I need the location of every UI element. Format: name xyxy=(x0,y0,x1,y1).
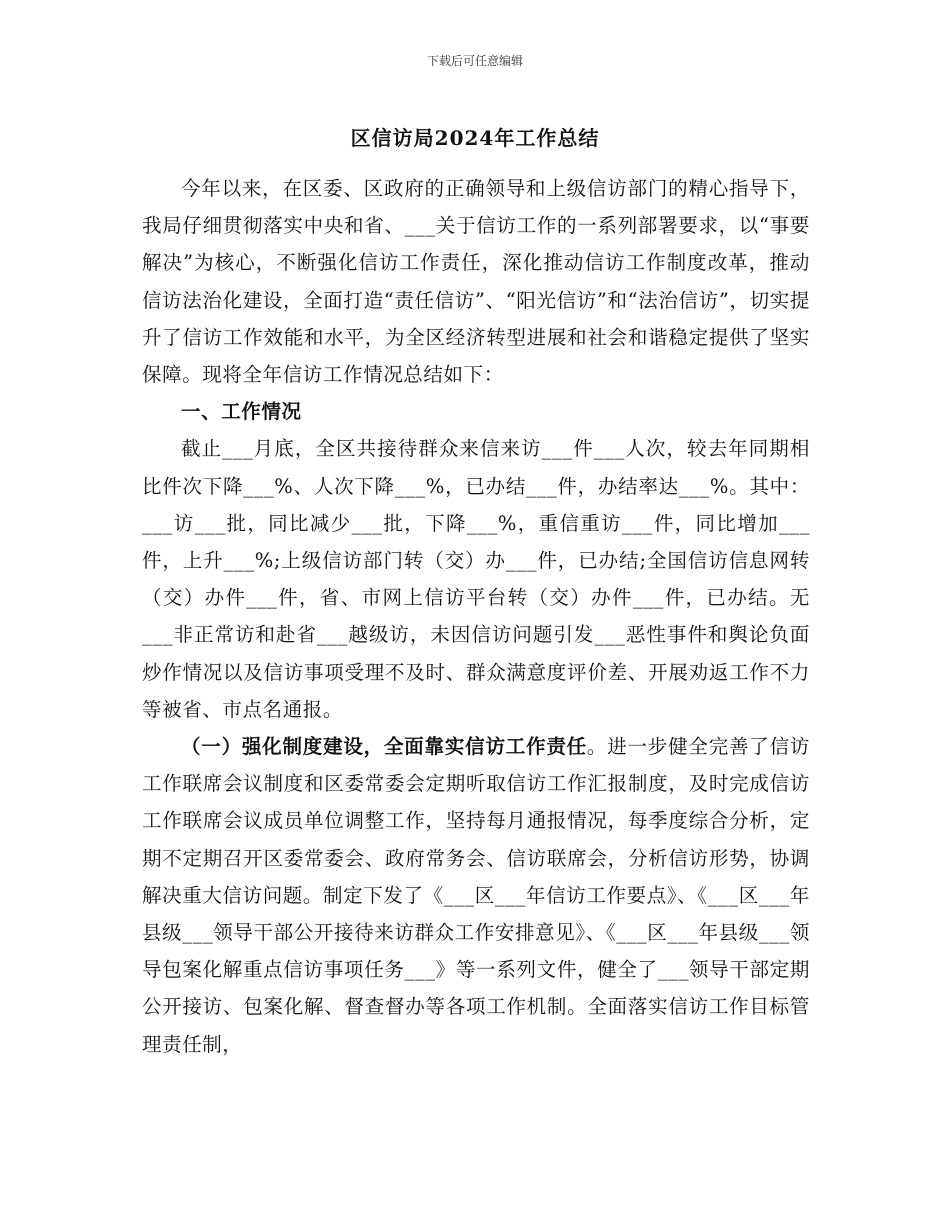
intro-paragraph: 今年以来，在区委、区政府的正确领导和上级信访部门的精心指导下，我局仔细贯彻落实中央和省、___关于信访工作的一系列部署要求，以“事要解决”为核心，不断强化信访工作责任，深化推动信访工作制度改革，推动信访法治化建设，全面打造“责任信访”、“阳光信访”和“法治信访”，切实提升了信访工作效能和水平，为全区经济转型进展和社会和谐稳定提供了坚实保障。现将全年信访工作情况总结如下： xyxy=(142,177,810,387)
subsection-body-1: 。进一步健全完善了信访工作联席会议制度和区委常委会定期听取信访工作汇报制度，及时完成信访工作联席会议成员单位调整工作，坚持每月通报情况，每季度综合分析，定期不定期召开区委常委会、政府常务会、信访联席会，分析信访形势，协调解决重大信访问题。制定下发了《___区___年信访工作要点》、《___区___年县级___领导干部公开接待来访群众工作安排意见》、《___区___年县级___领导包案化解重点信访事项任务___》等一系列文件，健全了___领导干部定期公开接访、包案化解、督查督办等各项工作机制。全面落实信访工作目标管理责任制， xyxy=(142,735,810,1056)
header-note: 下载后可任意编辑 xyxy=(426,54,523,68)
subsection-lead-1: （一）强化制度建设，全面靠实信访工作责任 xyxy=(181,735,587,759)
document-body xyxy=(142,170,810,1063)
document-title: 区信访局2024年工作总结 xyxy=(350,126,600,150)
section-heading-work-status: 一、工作情况 xyxy=(181,400,302,424)
statistics-paragraph: 截止___月底，全区共接待群众来信来访___件___人次，较去年同期相比件次下降___%、人次下降___%，已办结___件，办结率达___%。其中：___访___批，同比减少___批，下降___%，重信重访___件，同比增加___件，上升___%;上级信访部门转（交）办___件，已办结;全国信访信息网转（交）办件___件，省、市网上信访平台转（交）办件___件，已办结。无___非正常访和赴省___越级访，未因信访问题引发___恶性事件和舆论负面炒作情况以及信访事项受理不及时、群众满意度评价差、开展劝返工作不力等被省、市点名通报。 xyxy=(142,437,810,721)
subsection-paragraph-1 xyxy=(142,728,810,1063)
